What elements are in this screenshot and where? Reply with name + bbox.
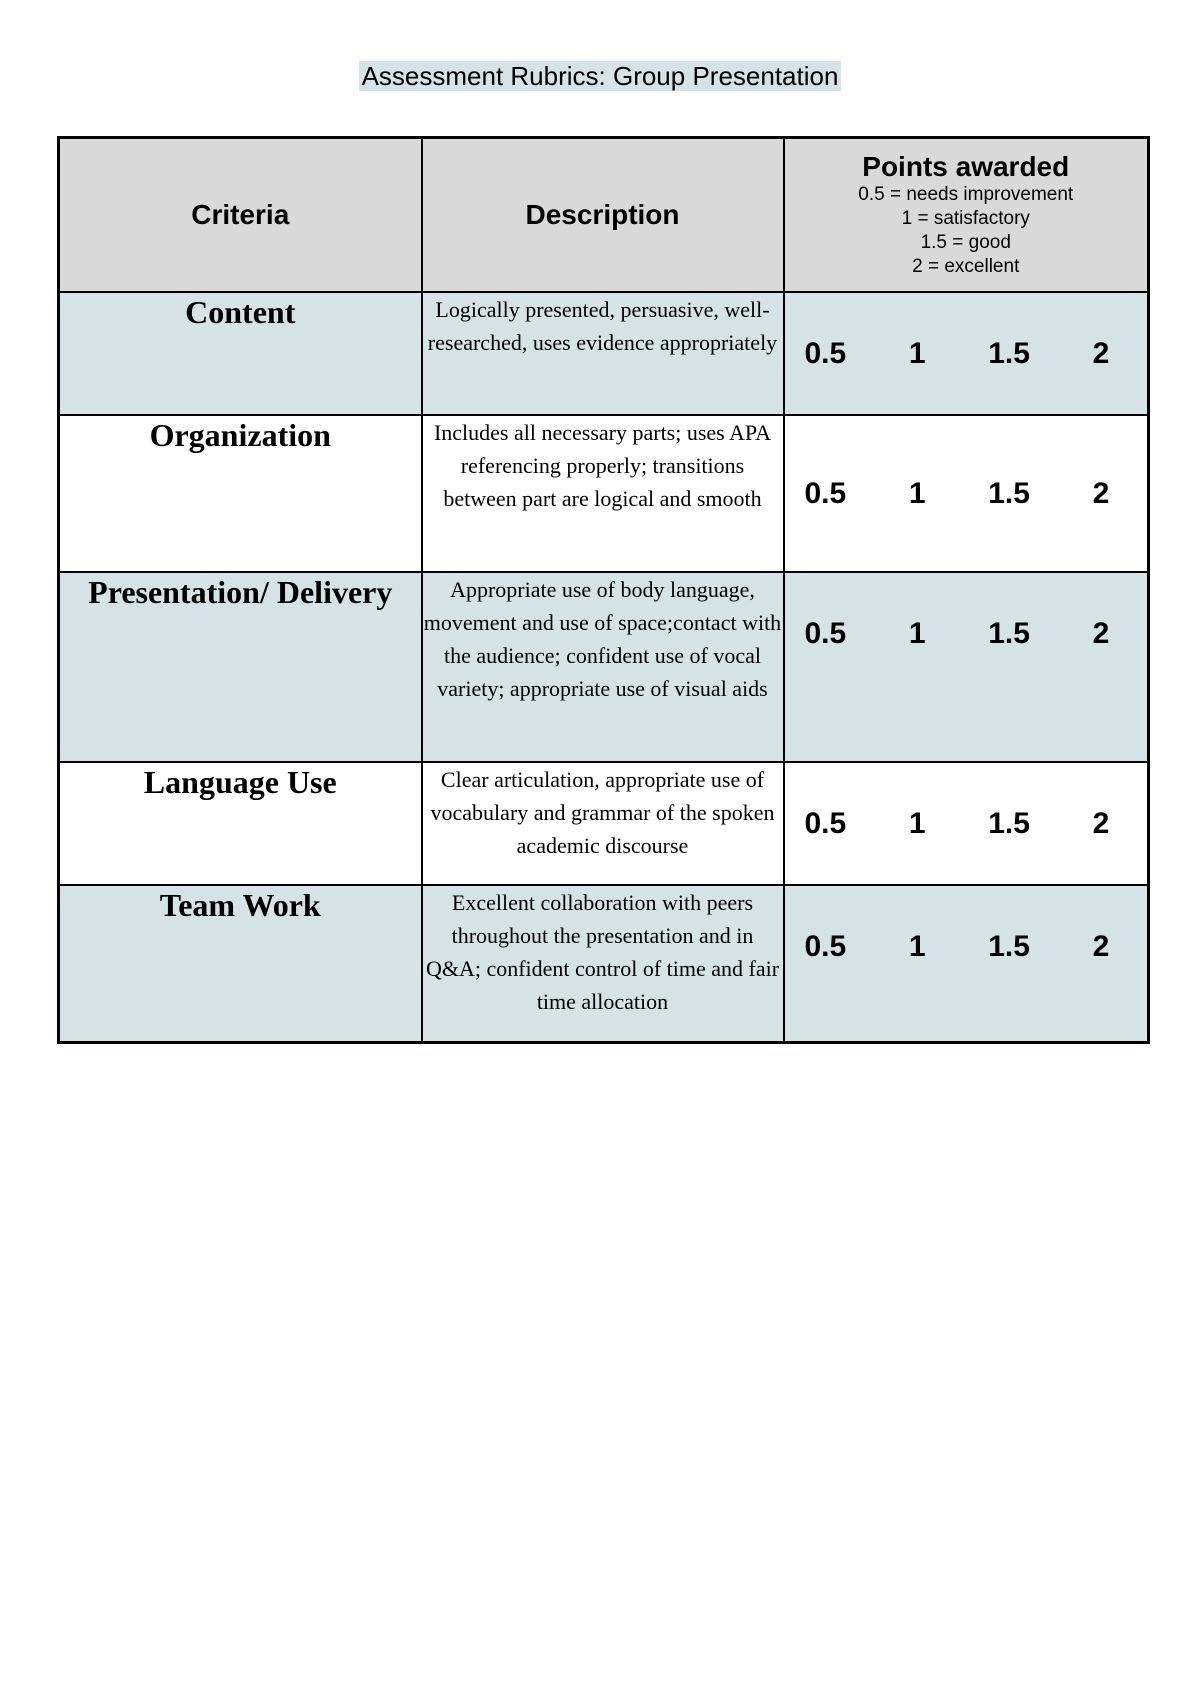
points-awarded-title: Points awarded bbox=[862, 151, 1070, 182]
header-criteria: Criteria bbox=[59, 138, 422, 293]
description-cell: Appropriate use of body language, movement and use of space;contact with the audience; confident use of vocal variety; appropriate use of visual aids bbox=[422, 572, 784, 762]
points-cell bbox=[784, 885, 1149, 1042]
points-cell bbox=[784, 572, 1149, 762]
criteria-cell: Content bbox=[59, 292, 422, 415]
criteria-cell: Organization bbox=[59, 415, 422, 572]
score-option: 2 bbox=[1092, 806, 1110, 840]
criteria-cell: Presentation/ Delivery bbox=[59, 572, 422, 762]
document-title bbox=[0, 58, 1200, 94]
score-option: 1.5 bbox=[988, 476, 1030, 510]
score-option: 1.5 bbox=[988, 617, 1030, 650]
points-legend-item: 2 = excellent bbox=[912, 256, 1020, 277]
score-option: 2 bbox=[1092, 336, 1110, 370]
score-option: 2 bbox=[1092, 930, 1110, 963]
score-option: 0.5 bbox=[804, 806, 847, 840]
score-option: 1.5 bbox=[988, 336, 1030, 370]
table-row-team-work bbox=[59, 885, 1149, 1042]
points-cell bbox=[784, 415, 1149, 572]
score-option: 2 bbox=[1092, 617, 1110, 650]
score-option: 2 bbox=[1092, 476, 1110, 510]
score-option: 0.5 bbox=[804, 617, 847, 650]
score-option: 1.5 bbox=[988, 930, 1030, 963]
rubric-table bbox=[57, 136, 1150, 1044]
points-cell bbox=[784, 292, 1149, 415]
header-points bbox=[784, 138, 1149, 293]
points-legend-item: 0.5 = needs improvement bbox=[858, 184, 1074, 205]
table-row-organization bbox=[59, 415, 1149, 572]
criteria-cell: Language Use bbox=[59, 762, 422, 885]
description-cell: Clear articulation, appropriate use of vocabulary and grammar of the spoken academic discourse bbox=[422, 762, 784, 885]
table-row-language-use bbox=[59, 762, 1149, 885]
description-cell: Includes all necessary parts; uses APA referencing properly; transitions between part are logical and smooth bbox=[422, 415, 784, 572]
score-option: 1 bbox=[908, 336, 926, 370]
score-option: 0.5 bbox=[804, 476, 847, 510]
description-cell: Logically presented, persuasive, well-researched, uses evidence appropriately bbox=[422, 292, 784, 415]
document-title-text: Assessment Rubrics: Group Presentation bbox=[359, 61, 842, 91]
score-option: 1 bbox=[908, 806, 926, 840]
score-option: 1 bbox=[908, 476, 926, 510]
header-row bbox=[59, 138, 1149, 293]
criteria-cell: Team Work bbox=[59, 885, 422, 1042]
score-option: 1 bbox=[908, 930, 926, 963]
points-legend-item: 1.5 = good bbox=[920, 232, 1011, 253]
score-option: 1.5 bbox=[988, 806, 1030, 840]
table-row-content bbox=[59, 292, 1149, 415]
points-cell bbox=[784, 762, 1149, 885]
score-option: 1 bbox=[908, 617, 926, 650]
description-cell: Excellent collaboration with peers throughout the presentation and in Q&A; confident control of time and fair time allocation bbox=[422, 885, 784, 1042]
points-legend-item: 1 = satisfactory bbox=[901, 208, 1030, 229]
table-row-presentation-delivery bbox=[59, 572, 1149, 762]
score-option: 0.5 bbox=[804, 336, 847, 370]
header-description: Description bbox=[422, 138, 784, 293]
score-option: 0.5 bbox=[804, 930, 847, 963]
